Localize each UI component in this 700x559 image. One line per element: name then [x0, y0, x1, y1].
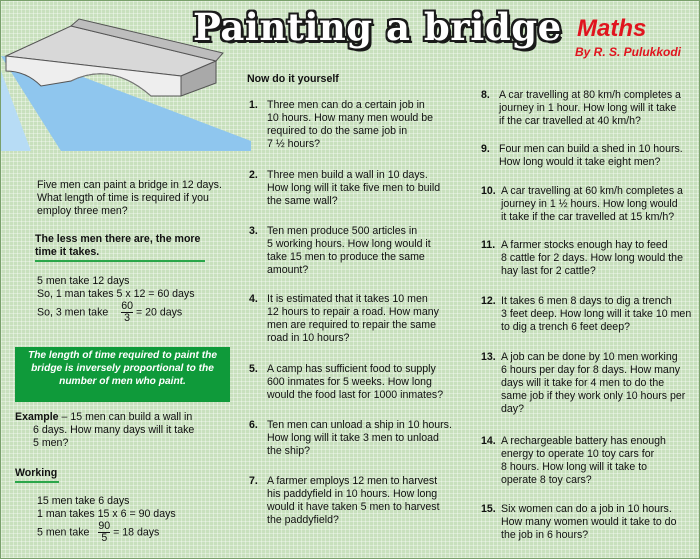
example-line: – 15 men can build a wall in — [61, 411, 193, 423]
exercise-number: 6. — [249, 419, 258, 431]
working-text: 5 men take — [37, 526, 90, 539]
problem-line: Five men can paint a bridge in 12 days. — [37, 179, 222, 191]
exercise-number: 12. — [481, 295, 496, 307]
callout-line: bridge is inversely proportional to the — [31, 363, 214, 374]
exercise-line: 600 inmates for 5 weeks. How long — [267, 376, 432, 388]
exercise-line: Three men can do a certain job in — [267, 99, 425, 111]
exercise-number: 2. — [249, 169, 258, 181]
working-label: Working — [15, 467, 59, 483]
exercise-line: day? — [501, 403, 524, 415]
exercise-line: A farmer employs 12 men to harvest — [267, 475, 438, 487]
solution-text: = 20 days — [135, 306, 183, 319]
callout-line: number of men who paint. — [59, 376, 186, 387]
exercise-item — [249, 293, 439, 345]
subject-label: Maths — [577, 15, 647, 42]
exercise-line: It takes 6 men 8 days to dig a trench — [501, 295, 672, 307]
working-text: = 18 days — [113, 526, 160, 539]
exercise-line: take 15 men to produce the same — [267, 251, 425, 263]
exercise-line: 12 hours to repair a road. How many — [267, 306, 439, 318]
fraction — [98, 521, 110, 544]
rule-line: time it takes. — [35, 246, 205, 262]
working-line: 1 man takes 15 x 6 = 90 days — [37, 508, 176, 520]
exercise-number: 5. — [249, 363, 258, 375]
example-label: Example — [15, 411, 59, 423]
exercise-line: A farmer stocks enough hay to feed — [501, 239, 668, 251]
exercise-number: 8. — [481, 89, 490, 101]
exercise-line: the ship? — [267, 445, 310, 457]
exercise-line: 7 ½ hours? — [267, 138, 321, 150]
exercise-item — [249, 225, 431, 277]
exercise-line: Ten men produce 500 articles in — [267, 225, 418, 237]
exercise-line: Ten men can unload a ship in 10 hours. — [267, 419, 452, 431]
exercise-line: How long will it take 3 men to unload — [267, 432, 439, 444]
exercise-line: it take if the car travelled at 15 km/h? — [501, 211, 675, 223]
exercise-line: 5 working hours. How long would it — [267, 238, 431, 250]
solution-line: 5 men take 12 days — [37, 275, 130, 287]
solution-text: So, 3 men take — [37, 306, 109, 319]
exercise-line: required to do the same job in — [267, 125, 408, 137]
callout-line: The length of time required to paint the — [27, 350, 218, 361]
exercise-line: Three men build a wall in 10 days. — [267, 169, 428, 181]
exercise-line: 8 cattle for 2 days. How long would the — [501, 252, 683, 264]
denominator: 5 — [101, 532, 108, 544]
example-line: 6 days. How many days will it take — [33, 424, 195, 436]
numerator: 60 — [121, 300, 134, 312]
exercise-line: if the car travelled at 40 km/h? — [499, 115, 641, 127]
exercise-line: It is estimated that it takes 10 men — [267, 293, 428, 305]
exercise-line: Six women can do a job in 10 hours. — [501, 503, 672, 515]
exercise-line: hay last for 2 cattle? — [501, 265, 596, 277]
exercise-line: days will it take for 4 men to do the — [501, 377, 665, 389]
exercise-number: 1. — [249, 99, 258, 111]
exercise-line: 6 hours per day for 8 days. How many — [501, 364, 681, 376]
exercise-number: 3. — [249, 225, 258, 237]
working-line — [37, 521, 176, 544]
exercise-line: would the food last for 1000 inmates? — [267, 389, 444, 401]
solution-line — [37, 301, 195, 324]
key-rule-callout — [15, 347, 230, 402]
exercise-line: would it have taken 5 men to harvest — [267, 501, 440, 513]
exercise-line: same job if they work only 10 hours per — [501, 390, 686, 402]
numerator: 90 — [98, 520, 111, 532]
exercise-number: 14. — [481, 435, 496, 447]
exercise-item — [249, 475, 440, 527]
exercise-item — [249, 169, 440, 208]
exercise-line: his paddyfield in 10 hours. How long — [267, 488, 438, 500]
working-line: 15 men take 6 days — [37, 495, 130, 507]
exercise-line: A job can be done by 10 men working — [501, 351, 678, 363]
exercise-item — [249, 363, 443, 402]
exercise-line: road in 10 hours? — [267, 332, 350, 344]
exercise-line: A car travelling at 60 km/h completes a — [501, 185, 683, 197]
exercise-number: 11. — [481, 239, 496, 251]
exercise-line: 8 hours. How long will it take to — [501, 461, 648, 473]
exercise-line: to dig a trench 6 feet deep? — [501, 321, 630, 333]
exercise-line: How long would it take eight men? — [499, 156, 661, 168]
exercise-item — [481, 239, 683, 278]
exercise-number: 4. — [249, 293, 258, 305]
solution-line: So, 1 man takes 5 x 12 = 60 days — [37, 288, 195, 300]
exercise-line: operate 8 toy cars? — [501, 474, 592, 486]
exercise-item — [481, 143, 683, 169]
exercise-line: A car travelling at 80 km/h completes a — [499, 89, 681, 101]
exercise-line: the same wall? — [267, 195, 338, 207]
exercise-line: energy to operate 10 toy cars for — [501, 448, 655, 460]
page-title: Painting a bridge — [193, 5, 562, 49]
exercise-line: How many women would it take to do — [501, 516, 677, 528]
exercise-number: 7. — [249, 475, 258, 487]
exercise-line: journey in 1 ½ hours. How long would — [501, 198, 678, 210]
rule-heading — [35, 233, 205, 262]
exercise-line: 10 hours. How many men would be — [267, 112, 434, 124]
working-block — [37, 495, 176, 544]
exercise-item — [481, 351, 685, 416]
exercise-number: 9. — [481, 143, 490, 155]
denominator: 3 — [124, 312, 131, 324]
exercise-item — [249, 99, 433, 151]
exercise-line: 3 feet deep. How long will it take 10 men — [501, 308, 692, 320]
exercises-heading: Now do it yourself — [247, 73, 339, 85]
exercise-line: A rechargeable battery has enough — [501, 435, 666, 447]
problem-line: What length of time is required if you — [37, 192, 209, 204]
exercise-number: 13. — [481, 351, 496, 363]
exercise-line: amount? — [267, 264, 309, 276]
exercise-line: the job in 6 hours? — [501, 529, 589, 541]
example-block — [15, 411, 194, 450]
exercise-item — [249, 419, 452, 458]
exercise-number: 10. — [481, 185, 496, 197]
exercise-line: How long will it take five men to build — [267, 182, 441, 194]
exercise-line: journey in 1 hour. How long will it take — [499, 102, 677, 114]
solution-block — [37, 275, 195, 324]
exercise-item — [481, 503, 676, 542]
fraction — [121, 301, 133, 324]
exercise-line: men are required to repair the same — [267, 319, 436, 331]
exercise-item — [481, 295, 691, 334]
exercise-line: Four men can build a shed in 10 hours. — [499, 143, 683, 155]
exercise-number: 15. — [481, 503, 496, 515]
exercise-item — [481, 89, 681, 128]
author-byline: By R. S. Pulukkodi — [575, 45, 682, 59]
exercise-line: the paddyfield? — [267, 514, 339, 526]
exercise-item — [481, 185, 683, 224]
exercise-line: A camp has sufficient food to supply — [267, 363, 436, 375]
problem-statement — [37, 179, 222, 218]
example-line: 5 men? — [33, 437, 69, 449]
exercise-item — [481, 435, 666, 487]
rule-line: The less men there are, the more — [35, 233, 201, 245]
problem-line: employ three men? — [37, 205, 128, 217]
